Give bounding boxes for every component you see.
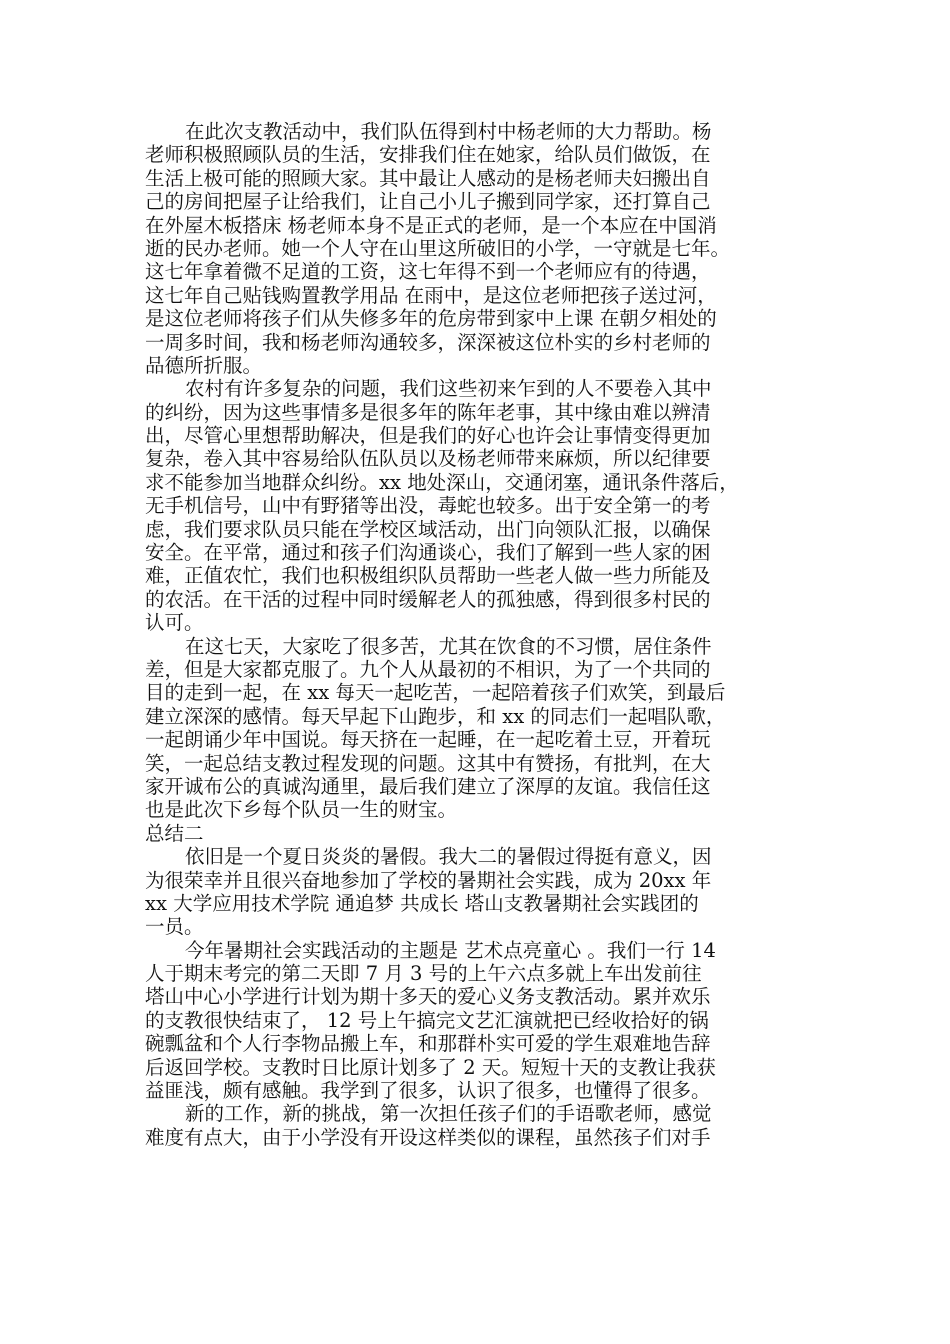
- text-line: 这七年拿着微不足道的工资，这七年得不到一个老师应有的待遇，: [145, 260, 711, 284]
- text-line: 己的房间把屋子让给我们，让自己小儿子搬到同学家，还打算自己: [145, 190, 711, 214]
- text-line: 在外屋木板搭床 杨老师本身不是正式的老师，是一个本应在中国消: [145, 213, 717, 237]
- text-line: 难，正值农忙，我们也积极组织队员帮助一些老人做一些力所能及: [145, 564, 711, 588]
- text-line: 目的走到一起，在 xx 每天一起吃苦，一起陪着孩子们欢笑，到最后: [145, 681, 726, 705]
- text-line: 这七年自己贴钱购置教学用品 在雨中，是这位老师把孩子送过河，: [145, 283, 717, 307]
- text-line: 品德所折服。: [145, 353, 263, 377]
- text-line: 农村有许多复杂的问题，我们这些初来乍到的人不要卷入其中: [185, 377, 712, 401]
- text-line: 在此次支教活动中，我们队伍得到村中杨老师的大力帮助。杨: [185, 120, 712, 143]
- section-heading: 总结二: [145, 821, 204, 845]
- text-line: 家开诚布公的真诚沟通里，最后我们建立了深厚的友谊。我信任这: [145, 774, 711, 798]
- text-line: 依旧是一个夏日炎炎的暑假。我大二的暑假过得挺有意义，因: [185, 845, 712, 869]
- text-line: 老师积极照顾队员的生活，安排我们住在她家，给队员们做饭，在: [145, 143, 711, 167]
- text-line: 安全。在平常，通过和孩子们沟通谈心，我们了解到一些人家的困: [145, 541, 711, 565]
- paragraph-rural-issues: [145, 377, 825, 634]
- text-line: 认可。: [145, 611, 204, 635]
- text-line: 也是此次下乡每个队员一生的财宝。: [145, 798, 458, 822]
- paragraph-practice-theme: [145, 939, 825, 1103]
- paragraph-teacher-yang: [145, 120, 825, 377]
- text-line: 出，尽管心里想帮助解决，但是我们的好心也许会让事情变得更加: [145, 424, 711, 448]
- text-line: 后返回学校。支教时日比原计划多了 2 天。短短十天的支教让我获: [145, 1055, 716, 1079]
- paragraph-new-work: [145, 1102, 825, 1149]
- text-line: 为很荣幸并且很兴奋地参加了学校的暑期社会实践，成为 20xx 年: [145, 868, 712, 892]
- text-line: 益匪浅，颇有感触。我学到了很多，认识了很多，也懂得了很多。: [145, 1079, 711, 1103]
- text-line: 建立深深的感情。每天早起下山跑步，和 xx 的同志们一起唱队歌，: [145, 704, 726, 728]
- text-line: 一周多时间，我和杨老师沟通较多，深深被这位朴实的乡村老师的: [145, 330, 711, 354]
- text-line: 复杂，卷入其中容易给队伍队员以及杨老师带来麻烦，所以纪律要: [145, 447, 711, 471]
- text-line: 一起朗诵少年中国说。每天挤在一起睡，在一起吃着土豆，开着玩: [145, 728, 711, 752]
- text-line: 碗瓢盆和个人行李物品搬上车，和那群朴实可爱的学生艰难地告辞: [145, 1032, 711, 1056]
- text-line: 塔山中心小学进行计划为期十多天的爱心义务支教活动。累并欢乐: [145, 985, 711, 1009]
- text-line: 逝的民办老师。她一个人守在山里这所破旧的小学，一守就是七年。: [145, 236, 731, 260]
- text-line: 差，但是大家都克服了。九个人从最初的不相识，为了一个共同的: [145, 657, 711, 681]
- text-line: 难度有点大，由于小学没有开设这样类似的课程，虽然孩子们对手: [145, 1125, 711, 1149]
- paragraph-seven-days: [145, 635, 825, 822]
- text-line: 一员。: [145, 915, 204, 939]
- text-line: 无手机信号，山中有野猪等出没，毒蛇也较多。出于安全第一的考: [145, 494, 711, 518]
- text-line: 生活上极可能的照顾大家。其中最让人感动的是杨老师夫妇搬出自: [145, 166, 711, 190]
- text-line: xx 大学应用技术学院 通追梦 共成长 塔山支教暑期社会实践团的: [145, 891, 699, 915]
- text-line: 在这七天，大家吃了很多苦，尤其在饮食的不习惯，居住条件: [185, 634, 712, 658]
- paragraph-summer-vacation: [145, 845, 825, 939]
- text-line: 笑，一起总结支教过程发现的问题。这其中有赞扬，有批判，在大: [145, 751, 711, 775]
- text-line: 的农活。在干活的过程中同时缓解老人的孤独感，得到很多村民的: [145, 587, 711, 611]
- text-line: 新的工作，新的挑战，第一次担任孩子们的手语歌老师，感觉: [185, 1102, 712, 1126]
- text-line: 是这位老师将孩子们从失修多年的危房带到家中上课 在朝夕相处的: [145, 307, 717, 331]
- text-line: 的纠纷，因为这些事情多是很多年的陈年老事，其中缘由难以辨清: [145, 400, 711, 424]
- text-line: 虑，我们要求队员只能在学校区域活动，出门向领队汇报，以确保: [145, 517, 711, 541]
- document-body: [145, 120, 825, 1149]
- text-line: 求不能参加当地群众纠纷。xx 地处深山，交通闭塞，通讯条件落后，: [145, 470, 739, 494]
- text-line: 人于期末考完的第二天即 7 月 3 号的上午六点多就上车出发前往: [145, 962, 702, 986]
- text-line: 的支教很快结束了， 12 号上午搞完文艺汇演就把已经收拾好的锅: [145, 1008, 709, 1032]
- text-line: 今年暑期社会实践活动的主题是 艺术点亮童心 。我们一行 14: [185, 938, 716, 962]
